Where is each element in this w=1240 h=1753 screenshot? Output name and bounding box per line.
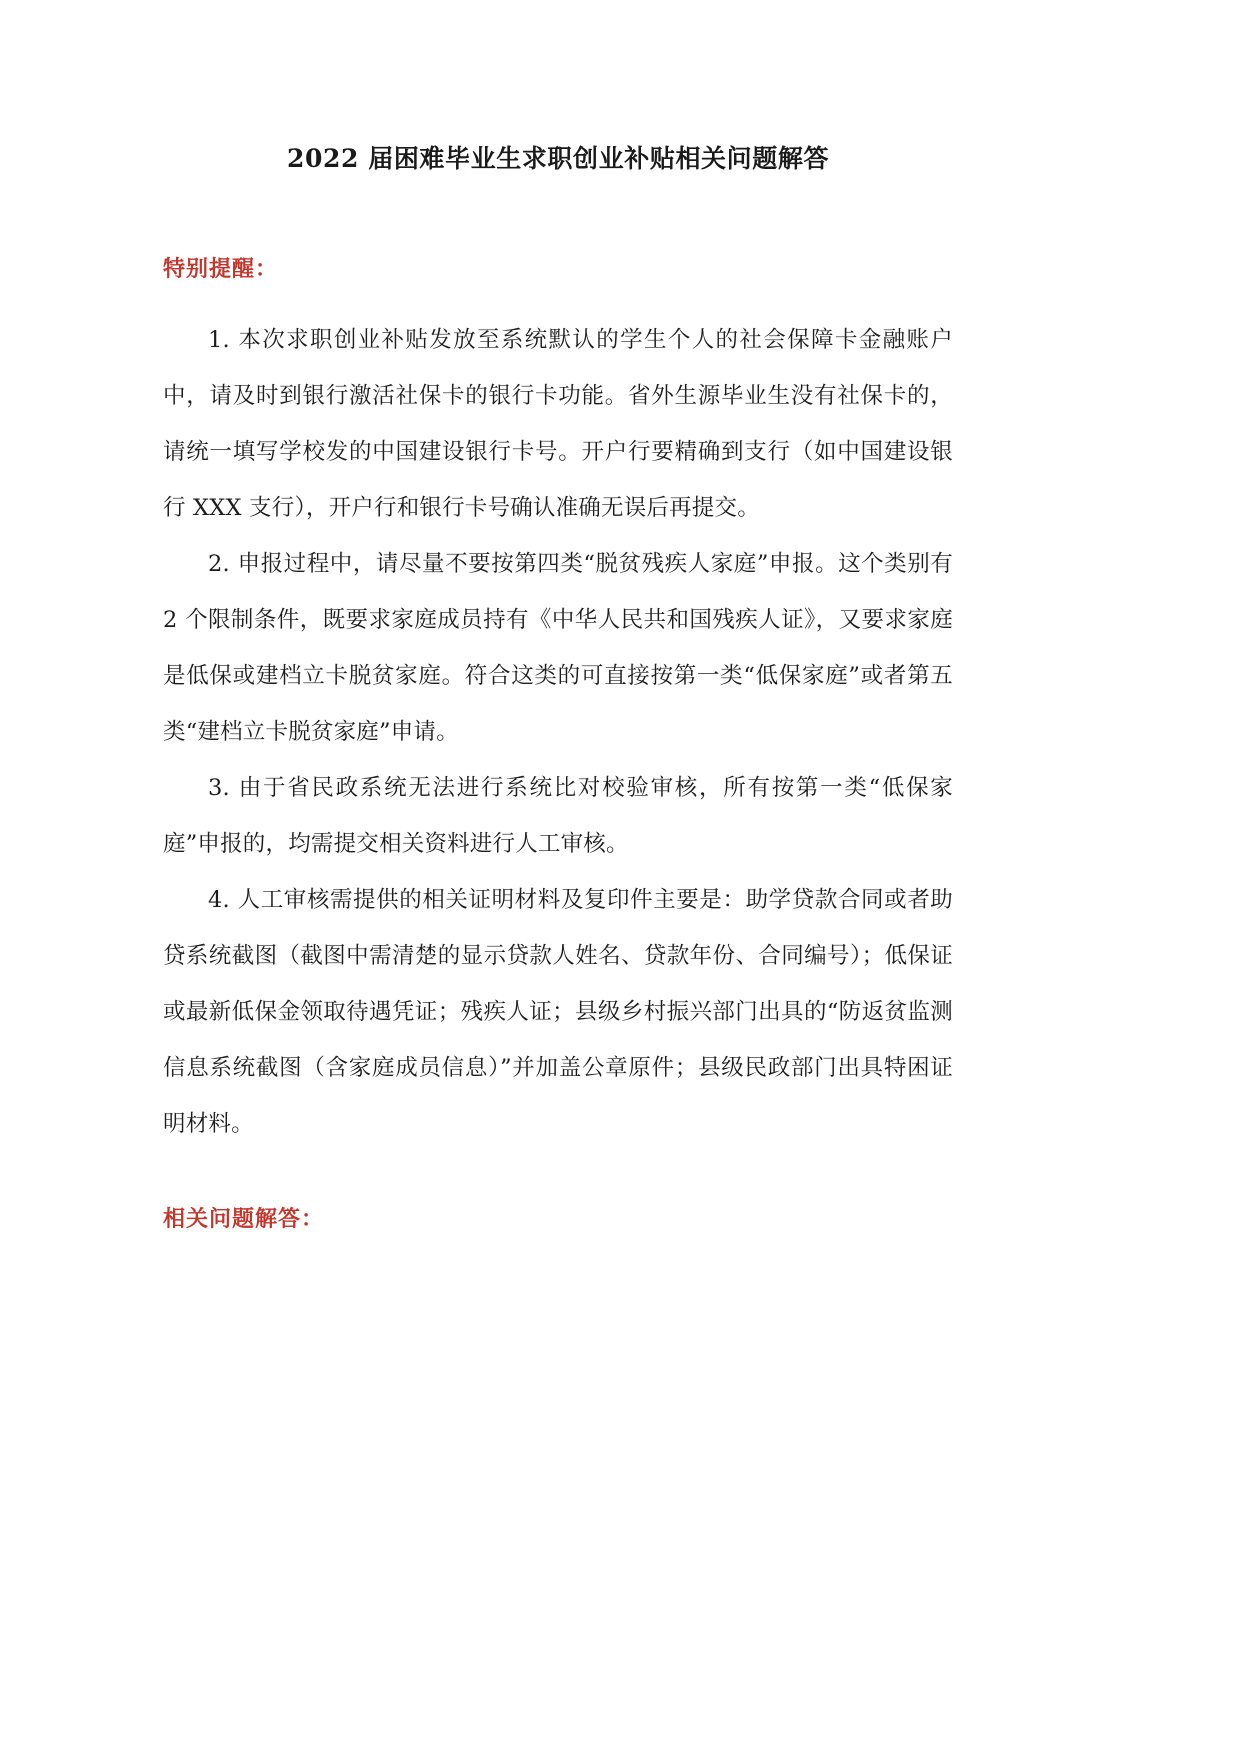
page-title: 2022 届困难毕业生求职创业补贴相关问题解答: [286, 144, 830, 173]
paragraph-item-3: 3. 由于省民政系统无法进行系统比对校验审核，所有按第一类“低保家庭”申报的，均需提交相关资料进行人工审核。: [163, 775, 953, 857]
paragraph-item-2: 2. 申报过程中，请尽量不要按第四类“脱贫残疾人家庭”申报。这个类别有 2 个限制条件，既要求家庭成员持有《中华人民共和国残疾人证》，又要求家庭是低保或建档立卡脱贫家庭。符合这类的可直接按第一类“低保家庭”或者第五类“建档立卡脱贫家庭”申请。: [163, 551, 953, 745]
paragraph-item-1: 1. 本次求职创业补贴发放至系统默认的学生个人的社会保障卡金融账户中，请及时到银行激活社保卡的银行卡功能。省外生源毕业生没有社保卡的，请统一填写学校发的中国建设银行卡号。开户行要精确到支行（如中国建设银行 XXX 支行），开户行和银行卡号确认准确无误后再提交。: [163, 327, 953, 521]
special-reminder-body: [163, 284, 953, 1152]
paragraph-item-4: 4. 人工审核需提供的相关证明材料及复印件主要是：助学贷款合同或者助贷系统截图（截图中需清楚的显示贷款人姓名、贷款年份、合同编号）；低保证或最新低保金领取待遇凭证；残疾人证；县级乡村振兴部门出具的“防返贫监测信息系统截图（含家庭成员信息）”并加盖公章原件；县级民政部门出具特困证明材料。: [163, 887, 953, 1137]
section-heading-related-questions: 相关问题解答：: [163, 1206, 325, 1232]
document-content: [163, 0, 953, 1234]
section-heading-special-reminder: 特别提醒：: [163, 256, 279, 282]
